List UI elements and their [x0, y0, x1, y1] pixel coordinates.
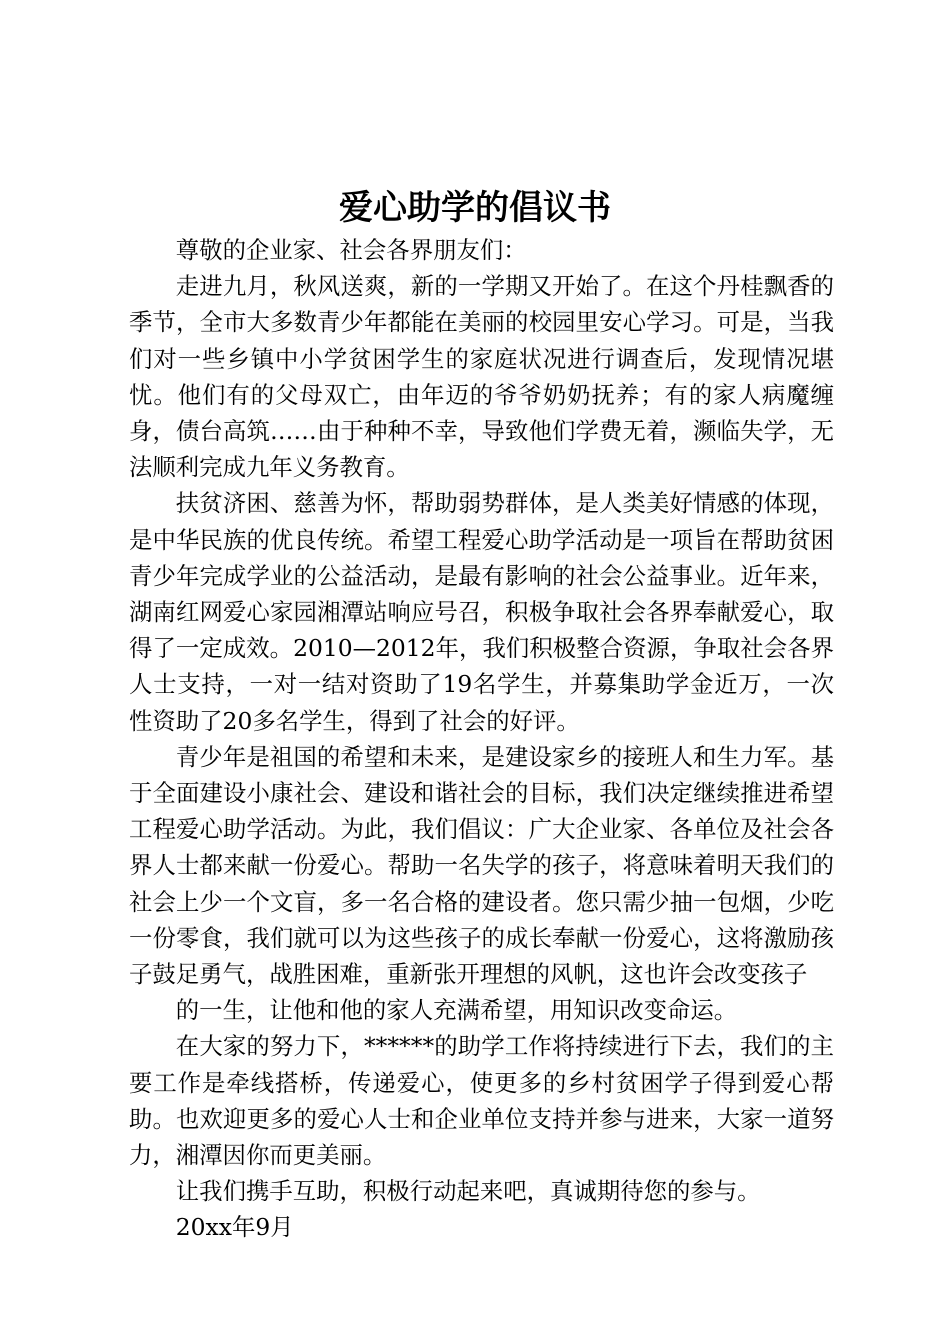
document-title: 爱心助学的倡议书 [339, 188, 611, 228]
date-line: 20xx年9月 [175, 1213, 294, 1242]
document-body [129, 232, 834, 1246]
paragraph-2: 扶贫济困、慈善为怀，帮助弱势群体，是人类美好情感的体现，是中华民族的优良传统。希望工程爱心助学活动是一项旨在帮助贫困青少年完成学业的公益活动，是最有影响的社会公益事业。近年来，湖南红网爱心家园湘潭站响应号召，积极争取社会各界奉献爱心，取得了一定成效。2010—2012年，我们积极整合资源，争取社会各界人士支持，一对一结对资助了19名学生，并募集助学金近万，一次性资助了20多名学生，得到了社会的好评。 [129, 489, 834, 735]
paragraph-4: 在大家的努力下，******的助学工作将持续进行下去，我们的主要工作是牵线搭桥，传递爱心，使更多的乡村贫困学子得到爱心帮助。也欢迎更多的爱心人士和企业单位支持并参与进来，大家一道努力，湘潭因你而更美丽。 [129, 1032, 834, 1170]
paragraph-1: 走进九月，秋风送爽，新的一学期又开始了。在这个丹桂飘香的季节，全市大多数青少年都能在美丽的校园里安心学习。可是，当我们对一些乡镇中小学贫困学生的家庭状况进行调查后，发现情况堪忧。他们有的父母双亡，由年迈的爷爷奶奶抚养；有的家人病魔缠身，债台高筑……由于种种不幸，导致他们学费无着，濒临失学，无法顺利完成九年义务教育。 [129, 272, 834, 482]
paragraph-3-continued: 的一生，让他和他的家人充满希望，用知识改变命运。 [175, 996, 738, 1025]
paragraph-3: 青少年是祖国的希望和未来，是建设家乡的接班人和生力军。基于全面建设小康社会、建设和谐社会的目标，我们决定继续推进希望工程爱心助学活动。为此，我们倡议：广大企业家、各单位及社会各界人士都来献一份爱心。帮助一名失学的孩子，将意味着明天我们的社会上少一个文盲，多一名合格的建设者。您只需少抽一包烟，少吃一份零食，我们就可以为这些孩子的成长奉献一份爱心，这将激励孩子鼓足勇气，战胜困难，重新张开理想的风帆，这也许会改变孩子 [129, 742, 834, 989]
salutation: 尊敬的企业家、社会各界朋友们： [175, 236, 527, 264]
paragraph-5: 让我们携手互助，积极行动起来吧，真诚期待您的参与。 [175, 1177, 761, 1206]
